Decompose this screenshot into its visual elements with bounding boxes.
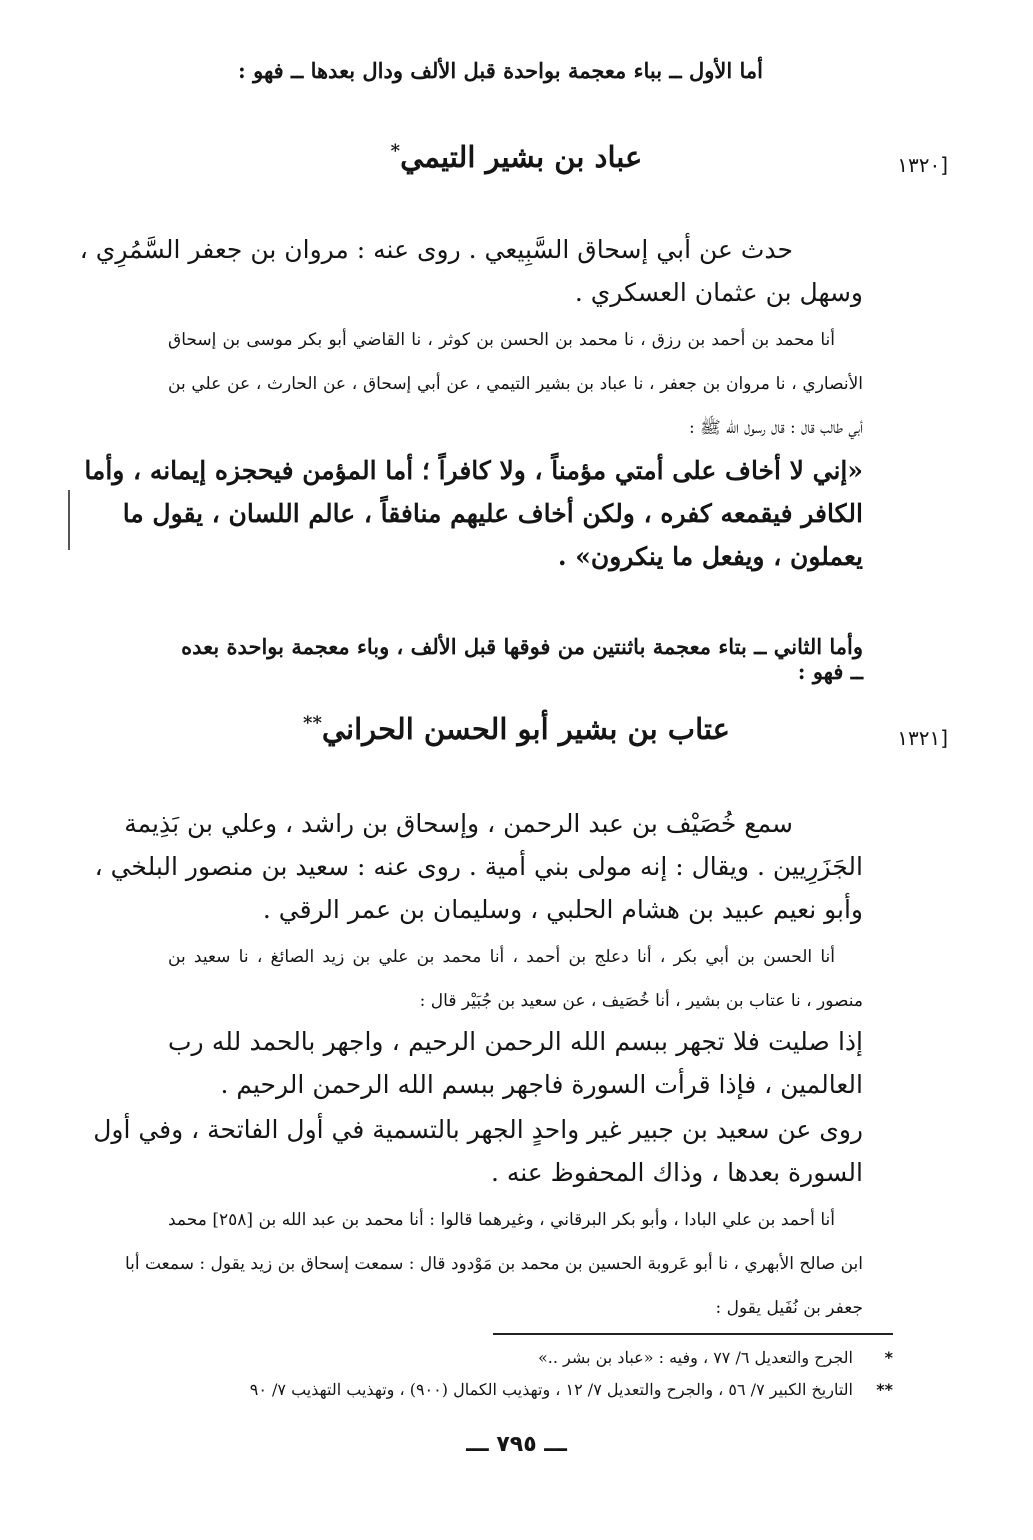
isnad-line: جعفر بن نُفَيل يقول : <box>715 1298 863 1318</box>
section-intro-second: وأما الثاني ــ بتاء معجمة باثنتين من فوقها قبل الألف ، وباء معجمة بواحدة بعده ــ فهو : <box>181 634 863 684</box>
entry-number: [١٣٢٠ <box>897 153 948 177</box>
footnote-mark: * <box>884 1348 893 1367</box>
comment-line: السورة بعدها ، وذاك المحفوظ عنه . <box>490 1158 863 1187</box>
entry-title-text: عباد بن بشير التيمي <box>400 140 643 174</box>
isnad-line: أنا الحسن بن أبي بكر ، أنا دعلج بن أحمد ، أنا محمد بن علي بن زيد الصائغ ، نا سعيد بن <box>168 947 835 967</box>
isnad-line: الأنصاري ، نا مروان بن جعفر ، نا عباد بن بشير التيمي ، عن أبي إسحاق ، عن الحارث ، عن علي بن <box>168 374 863 394</box>
hadith-text <box>84 449 863 578</box>
footnote <box>133 1375 893 1405</box>
footnote-rule <box>493 1333 893 1335</box>
footnote <box>133 1343 893 1373</box>
body-line: وسهل بن عثمان العسكري . <box>574 278 863 307</box>
margin-mark <box>68 490 70 550</box>
section-intro-first: أما الأول ــ بباء معجمة بواحدة قبل الألف ودال بعدها ــ فهو : <box>238 58 763 83</box>
body-line: الجَزَرِيين . ويقال : إنه مولى بني أمية . روى عنه : سعيد بن منصور البلخي ، <box>94 852 863 881</box>
footnote-mark: ** <box>876 1380 893 1399</box>
isnad-line: أبي طالب قال : قال رسول الله ﷺ : <box>689 418 863 438</box>
isnad-chain <box>168 935 863 1023</box>
body-line: حدث عن أبي إسحاق السَّبِيعي . روى عنه : مروان بن جعفر السَّمُرِي ، <box>79 235 793 264</box>
hadith-line: يعملون ، ويفعل ما ينكرون» . <box>557 542 863 571</box>
body-line: سمع خُصَيْف بن عبد الرحمن ، وإسحاق بن راشد ، وعلي بن بَذِيمة <box>124 809 793 838</box>
isnad-line: أنا أحمد بن علي البادا ، وأبو بكر البرقاني ، وغيرهما قالوا : أنا محمد بن عبد الله بن [٢٥٨] محمد <box>168 1210 835 1230</box>
entry-title <box>120 712 913 746</box>
quote-line: العالمين ، فإذا قرأت السورة فاجهر ببسم الله الرحمن الرحيم . <box>220 1070 863 1099</box>
quote-line: إذا صليت فلا تجهر ببسم الله الرحمن الرحيم ، واجهر بالحمد لله رب <box>168 1027 863 1056</box>
entry-body <box>79 228 863 314</box>
entry-title-text: عتاب بن بشير أبو الحسن الحراني <box>321 712 730 746</box>
footnote-marker: * <box>390 140 401 162</box>
footnote-text: التاريخ الكبير ٧/ ٥٦ ، والجرح والتعديل ٧/ ١٢ ، وتهذيب الكمال (٩٠٠) ، وتهذيب التهذيب ٧/ ٩٠ <box>249 1380 853 1399</box>
isnad-line: أنا محمد بن أحمد بن رزق ، نا محمد بن الحسن بن كوثر ، نا القاضي أبو بكر موسى بن إسحاق <box>168 330 835 350</box>
page-number: ـــ ٧٩٥ ـــ <box>466 1432 567 1457</box>
body-line: وأبو نعيم عبيد بن هشام الحلبي ، وسليمان بن عمر الرقي . <box>262 895 863 924</box>
entry-body <box>94 802 863 931</box>
entry-number: [١٣٢١ <box>897 726 948 750</box>
footnote-marker: ** <box>303 712 322 734</box>
isnad-line: منصور ، نا عتاب بن بشير ، أنا خُصَيف ، عن سعيد بن جُبَيْر قال : <box>419 991 863 1011</box>
footnote-text: الجرح والتعديل ٦/ ٧٧ ، وفيه : «عباد بن بشر ..» <box>537 1348 853 1367</box>
entry-title <box>120 140 913 174</box>
hadith-line: «إني لا أخاف على أمتي مؤمناً ، ولا كافراً ؛ أما المؤمن فيحجزه إيمانه ، وأما <box>84 456 863 485</box>
isnad-chain <box>168 318 863 450</box>
isnad-chain-second <box>124 1198 863 1330</box>
comment-text <box>93 1108 863 1194</box>
isnad-line: ابن صالح الأبهري ، نا أبو عَروبة الحسين بن محمد بن مَوْدود قال : سمعت إسحاق بن زيد يقول : سمعت أبا <box>124 1254 863 1274</box>
comment-line: روى عن سعيد بن جبير غير واحدٍ الجهر بالتسمية في أول الفاتحة ، وفي أول <box>93 1115 863 1144</box>
quote-text <box>168 1020 863 1106</box>
hadith-line: الكافر فيقمعه كفره ، ولكن أخاف عليهم منافقاً ، عالم اللسان ، يقول ما <box>122 499 863 528</box>
